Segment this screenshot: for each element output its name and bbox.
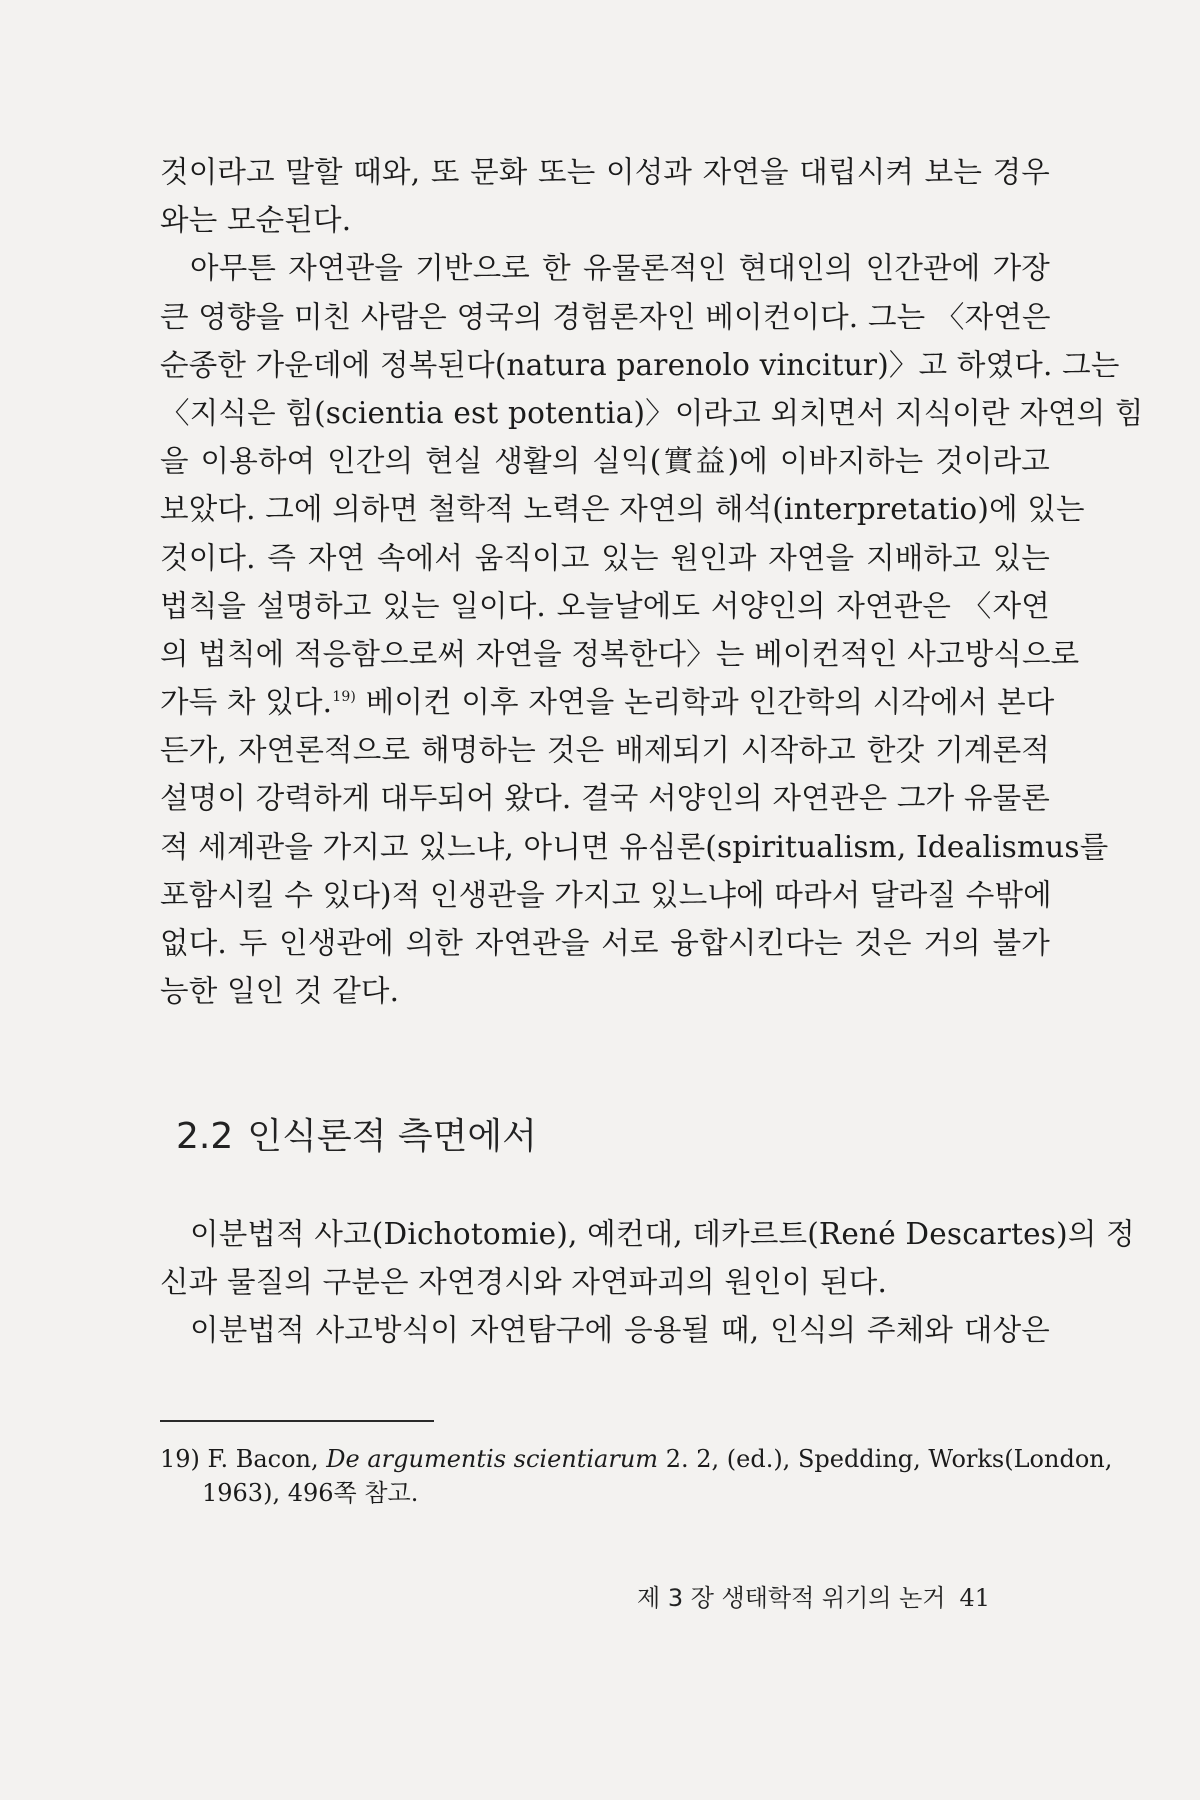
text-line: 설명이 강력하게 대두되어 왔다. 결국 서양인의 자연관은 그가 유물론 — [160, 781, 1050, 816]
running-footer — [637, 1578, 990, 1613]
footnote-title: De argumentis scientiarum — [326, 1445, 659, 1473]
text-line: 능한 일인 것 같다. — [160, 974, 400, 1009]
text-line: 것이다. 즉 자연 속에서 움직이고 있는 원인과 자연을 지배하고 있는 — [160, 540, 1050, 575]
footnote-line — [160, 1442, 1113, 1476]
chapter-title: 제 3 장 생태학적 위기의 논거 — [637, 1584, 946, 1612]
footnote-reference: 19) — [332, 689, 357, 706]
footnote — [160, 1442, 1113, 1510]
text-line: 의 법칙에 적응함으로써 자연을 정복한다〉는 베이컨적인 사고방식으로 — [160, 636, 1080, 671]
text-line: 와는 모순된다. — [160, 203, 352, 238]
text-line: 아무튼 자연관을 기반으로 한 유물론적인 현대인의 인간관에 가장 — [190, 251, 1050, 286]
footnote-line: 1963), 496쪽 참고. — [202, 1479, 419, 1507]
text-segment: 베이컨 이후 자연을 논리학과 인간학의 시각에서 본다 — [356, 685, 1055, 720]
page-number: 41 — [959, 1584, 990, 1612]
text-line: 큰 영향을 미친 사람은 영국의 경험론자인 베이컨이다. 그는 〈자연은 — [160, 299, 1051, 334]
text-line: 신과 물질의 구분은 자연경시와 자연파괴의 원인이 된다. — [160, 1265, 888, 1300]
text-segment: 가득 차 있다. — [160, 685, 333, 720]
section-heading — [176, 1108, 551, 1159]
text-line: 보았다. 그에 의하면 철학적 노력은 자연의 해석(interpretatio)에 있는 — [160, 492, 1085, 527]
text-line: 이분법적 사고방식이 자연탐구에 응용될 때, 인식의 주체와 대상은 — [190, 1313, 1050, 1348]
text-line: 〈지식은 힘(scientia est potentia)〉이라고 외치면서 지식이란 자연의 힘 — [160, 395, 1144, 430]
text-line: 없다. 두 인생관에 의한 자연관을 서로 융합시킨다는 것은 거의 불가 — [160, 926, 1050, 960]
section-body-text — [160, 1210, 1135, 1355]
text-line: 것이라고 말할 때와, 또 문화 또는 이성과 자연을 대립시켜 보는 경우 — [160, 155, 1050, 189]
section-title: 인식론적 측면에서 — [247, 1116, 537, 1157]
footnote-divider — [160, 1420, 434, 1422]
text-line: 을 이용하여 인간의 현실 생활의 실익(實益)에 이바지하는 것이라고 — [160, 444, 1050, 479]
text-line: 이분법적 사고(Dichotomie), 예컨대, 데카르트(René Descartes)의 정 — [190, 1217, 1135, 1251]
footnote-citation: 2. 2, (ed.), Spedding, Works(London, — [665, 1445, 1113, 1473]
text-line-with-footnote-ref — [160, 678, 1055, 726]
text-line: 순종한 가운데에 정복된다(natura parenolo vincitur)〉고 하였다. 그는 — [160, 347, 1120, 382]
text-line: 든가, 자연론적으로 해명하는 것은 배제되기 시작하고 한갓 기계론적 — [160, 733, 1050, 768]
text-line: 적 세계관을 가지고 있느냐, 아니면 유심론(spiritualism, Idealismus를 — [160, 829, 1109, 864]
footnote-author: F. Bacon, — [207, 1445, 319, 1473]
body-text — [160, 148, 1144, 1015]
text-line: 법칙을 설명하고 있는 일이다. 오늘날에도 서양인의 자연관은 〈자연 — [160, 588, 1050, 623]
text-line: 포함시킬 수 있다)적 인생관을 가지고 있느냐에 따라서 달라질 수밖에 — [160, 877, 1052, 912]
footnote-number: 19) — [160, 1445, 200, 1473]
section-number: 2.2 — [176, 1116, 234, 1157]
